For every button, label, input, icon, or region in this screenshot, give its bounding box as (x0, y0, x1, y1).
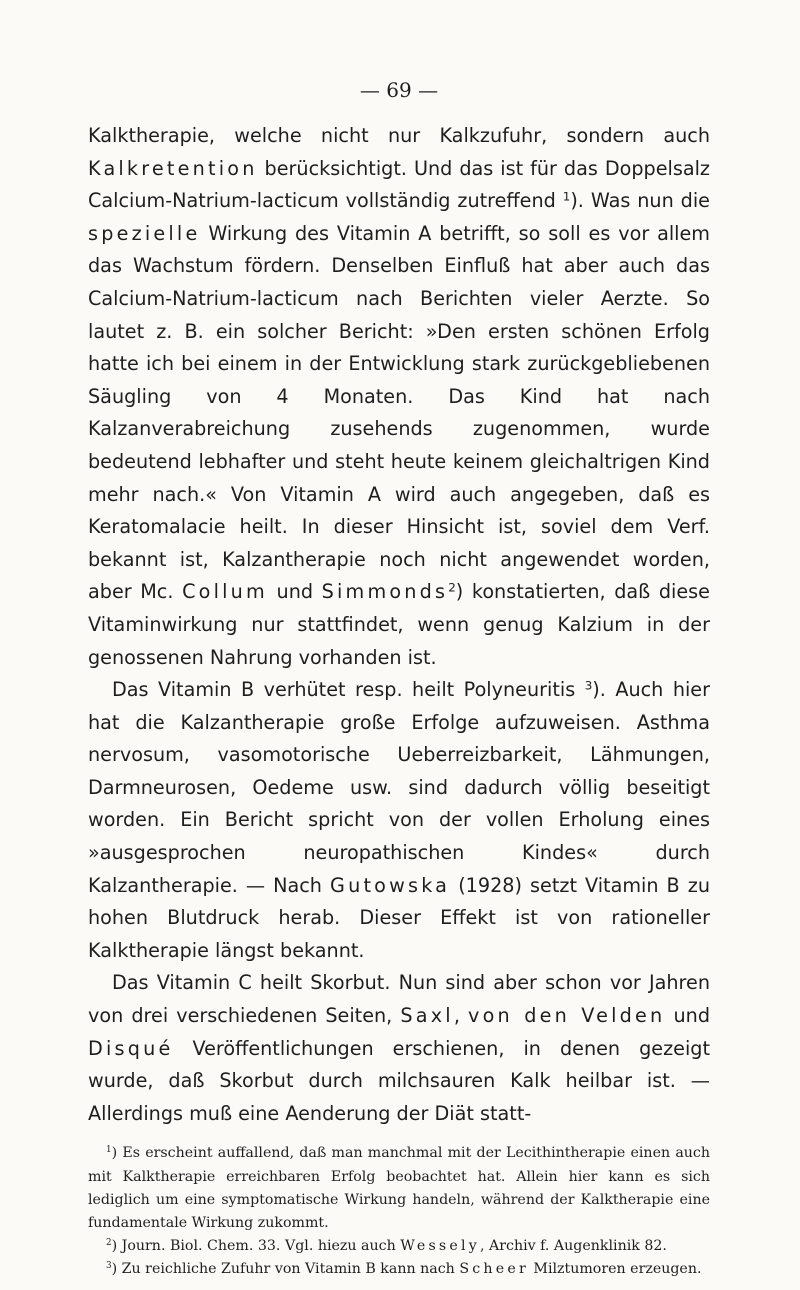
author-name: Saxl (400, 1004, 454, 1028)
author-name: von den Velden (468, 1004, 666, 1028)
text-run: ). Was nun die (570, 189, 710, 213)
spaced-term: spezielle (88, 221, 201, 245)
text-run: ) konstatierten, daß diese Vitaminwirkung nur stattfindet, wenn genug Kalzium in der genossenen Nahrung vorhanden ist. (88, 580, 710, 669)
footnote-ref-3: 3 (584, 678, 593, 693)
author-name: Wessely (400, 1238, 480, 1255)
text-run: und (665, 1004, 711, 1028)
author-name: Disqué (88, 1036, 174, 1060)
footnote-ref-1: 1 (562, 189, 571, 204)
text-run: und (267, 580, 322, 604)
footnotes (88, 1142, 710, 1281)
text-run: Kalktherapie, welche nicht nur Kalkzufuhr, sondern auch (88, 124, 710, 147)
text-run: ). Auch hier hat die Kalzantherapie große Erfolge aufzuweisen. Asthma nervosum, vasomotorische Ueberreizbarkeit, Lähmungen, Darmneurosen, Oedeme usw. sind dadurch völlig beseitigt worden. Ein Bericht spricht von der vollen Erholung eines »ausgesprochen neuropathischen Kindes« durch Kalzantherapie. — Nach (88, 678, 711, 897)
spaced-term: Kalkretention (88, 156, 258, 180)
text-run: (1928) setzt Vitamin B zu hohen Blutdruck herab. Dieser Effekt ist von rationeller Kalktherapie längst bekannt. (88, 873, 710, 962)
footnote-text: ) Es erscheint auffallend, daß man manchmal mit der Lecithintherapie einen auch mit Kalktherapie erreichbaren Erfolg beobachtet hat. Allein hier kann es sich lediglich um eine symptomatische Wirkung handeln, während der Kalktherapie eine fundamentale Wirkung zukommt. (88, 1145, 710, 1232)
footnote-text: ) Journ. Biol. Chem. 33. Vgl. hiezu auch (111, 1238, 401, 1255)
paragraph-2 (88, 674, 710, 967)
footnote-3 (88, 1258, 710, 1281)
footnote-number: 2 (106, 1238, 112, 1249)
footnote-text: Milztumoren erzeugen. (528, 1261, 702, 1278)
text-run: Wirkung des Vitamin A betrifft, so soll es vor allem das Wachstum fördern. Denselben Einfluß hat aber auch das Calcium-Natrium-lacticum nach Berichten vieler Aerzte. So lautet z. B. ein solcher Bericht: »Den ersten schönen Erfolg hatte ich bei einem in der Entwicklung stark zurückgebliebenen Säugling von 4 Monaten. Das Kind hat nach Kalzanverabreichung zusehends zugenommen, wurde bedeutend lebhafter und steht heute keinem gleichaltrigen Kind mehr nach.« Von Vitamin A wird auch angegeben, daß es Keratomalacie heilt. In dieser Hinsicht ist, soviel dem Verf. bekannt ist, Kalzantherapie noch nicht angewendet worden, aber Mc. (88, 221, 710, 604)
footnote-text: ) Zu reichliche Zufuhr von Vitamin B kann nach (111, 1261, 460, 1278)
book-page (88, 78, 710, 1282)
footnote-text: , Archiv f. Augenklinik 82. (479, 1238, 667, 1255)
footnote-ref-2: 2 (448, 580, 456, 595)
text-run: Das Vitamin C heilt Skorbut. Nun sind aber schon vor Jahren von drei verschiedenen Seiten, (88, 971, 710, 1028)
author-name: Collum (182, 580, 268, 604)
footnote-2 (88, 1235, 710, 1258)
author-name: Scheer (459, 1261, 529, 1278)
paragraph-1 (88, 120, 710, 674)
author-name: Simmonds (321, 580, 449, 604)
text-run: berücksichtigt. Und das ist für das Doppelsalz Calcium-Natrium-lacticum vollständig zutreffend (88, 156, 710, 213)
text-run: Das Vitamin B verhütet resp. heilt Polyneuritis (112, 678, 585, 702)
footnote-1 (88, 1142, 710, 1235)
footnote-number: 3 (106, 1261, 112, 1272)
text-run: , (453, 1004, 469, 1028)
text-run: Veröffentlichungen erschienen, in denen gezeigt wurde, daß Skorbut durch milchsauren Kalk heilbar ist. — Allerdings muß eine Aenderung der Diät statt- (88, 1036, 710, 1125)
footnote-number: 1 (106, 1145, 112, 1156)
page-number: — 69 — (359, 78, 439, 102)
paragraph-3 (88, 967, 710, 1130)
author-name: Gutowska (330, 873, 451, 897)
body-text (88, 120, 710, 1130)
